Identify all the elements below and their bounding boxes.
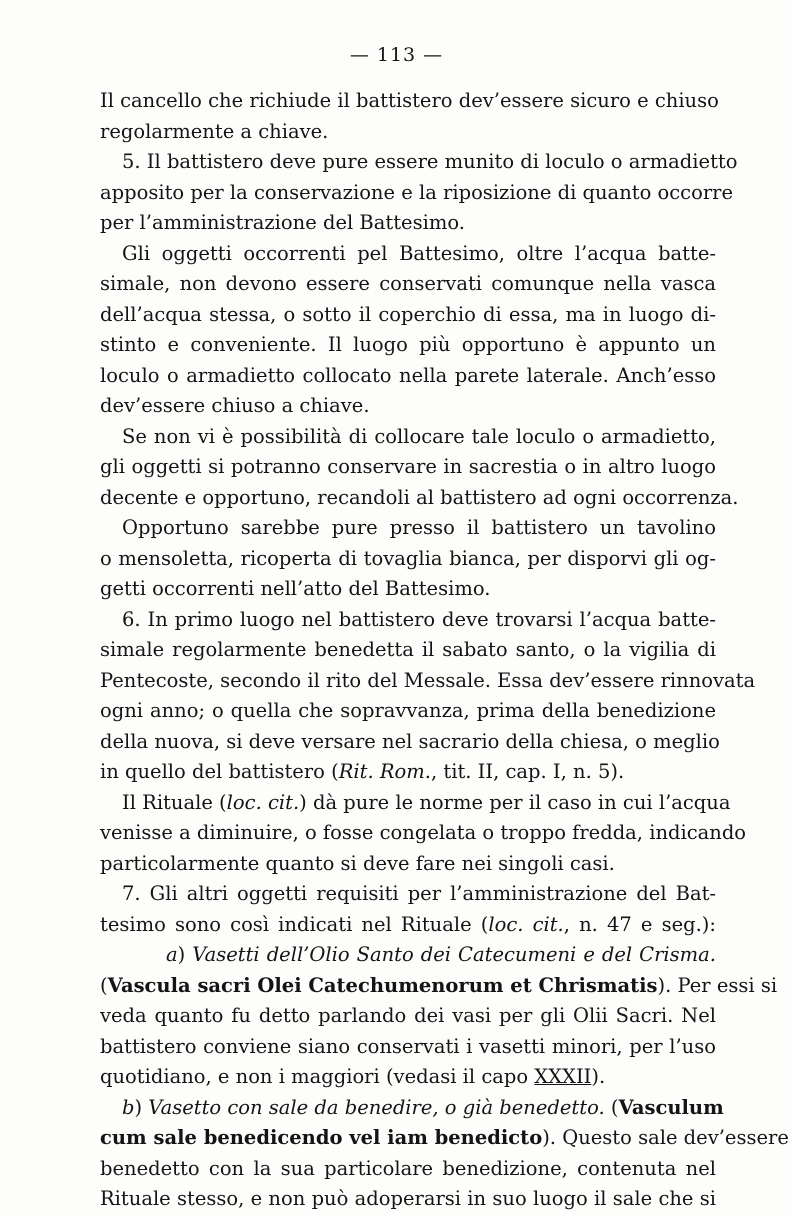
text-line: simale, non devono essere conservati comunque nella vasca — [100, 272, 716, 295]
text-line: Il cancello che richiude il battistero dev’essere sicuro e chiuso — [100, 89, 719, 112]
text-line: stinto e conveniente. Il luogo più opportuno è appunto un — [100, 333, 716, 356]
text-line: della nuova, si deve versare nel sacrario della chiesa, o meglio — [100, 729, 720, 753]
body-text — [100, 86, 789, 1215]
text-line: apposito per la conservazione e la riposizione di quanto occorre — [100, 180, 734, 204]
text-line: quotidiano, e non i maggiori (vedasi il capo XXXII). — [100, 1065, 606, 1088]
text-line: 7. Gli altri oggetti requisiti per l’amministrazione del Bat- — [122, 882, 716, 905]
text-line: Opportuno sarebbe pure presso il battistero un tavolino — [122, 516, 716, 539]
text-line: Rituale stesso, e non può adoperarsi in suo luogo il sale che si — [100, 1187, 716, 1210]
text-line: Se non vi è possibilità di collocare tale loculo o armadietto, — [122, 424, 716, 448]
text-line: decente e opportuno, recandoli al battistero ad ogni occorrenza. — [100, 485, 739, 509]
text-line: ogni anno; o quella che sopravvanza, prima della benedizione — [100, 699, 716, 722]
text-line: battistero conviene siano conservati i vasetti minori, per l’uso — [100, 1034, 716, 1058]
text-line: particolarmente quanto si deve fare nei singoli casi. — [100, 851, 615, 875]
text-line: (Vascula sacri Olei Catechumenorum et Chrismatis). Per essi si — [100, 973, 778, 997]
text-line: loculo o armadietto collocato nella parete laterale. Anch’esso — [100, 363, 716, 387]
text-line: a) Vasetti dell’Olio Santo dei Catecumeni e del Crisma. — [166, 943, 716, 966]
text-line: 5. Il battistero deve pure essere munito di loculo o armadietto — [122, 150, 738, 173]
text-line: cum sale benedicendo vel iam benedicto). Questo sale dev’essere — [100, 1126, 789, 1149]
text-line: per l’amministrazione del Battesimo. — [100, 211, 465, 234]
text-line: 6. In primo luogo nel battistero deve trovarsi l’acqua batte- — [122, 607, 716, 631]
text-line: regolarmente a chiave. — [100, 119, 329, 143]
text-line: benedetto con la sua particolare benedizione, contenuta nel — [100, 1156, 716, 1180]
text-line: venisse a diminuire, o fosse congelata o troppo fredda, indicando — [100, 821, 747, 844]
text-line: veda quanto fu detto parlando dei vasi per gli Olii Sacri. Nel — [100, 1004, 716, 1027]
text-line: Pentecoste, secondo il rito del Messale. Essa dev’essere rinnovata — [100, 668, 756, 692]
text-line: getti occorrenti nell’atto del Battesimo. — [100, 577, 491, 600]
text-line: o mensoletta, ricoperta di tovaglia bianca, per disporvi gli og- — [100, 546, 716, 570]
text-line: dev’essere chiuso a chiave. — [100, 394, 370, 417]
text-line: dell’acqua stessa, o sotto il coperchio di essa, ma in luogo di- — [100, 302, 716, 326]
text-line: Il Rituale (loc. cit.) dà pure le norme per il caso in cui l’acqua — [122, 790, 731, 814]
text-line: tesimo sono così indicati nel Rituale (loc. cit., n. 47 e seg.): — [100, 912, 716, 936]
text-line: gli oggetti si potranno conservare in sacrestia o in altro luogo — [100, 455, 716, 478]
page-number: — 113 — — [349, 44, 444, 66]
text-line: in quello del battistero (Rit. Rom., tit. II, cap. I, n. 5). — [100, 760, 625, 783]
text-line: simale regolarmente benedetta il sabato santo, o la vigilia di — [100, 638, 716, 661]
text-line: b) Vasetto con sale da benedire, o già benedetto. (Vasculum — [122, 1095, 724, 1119]
text-line: Gli oggetti occorrenti pel Battesimo, oltre l’acqua batte- — [122, 241, 716, 265]
